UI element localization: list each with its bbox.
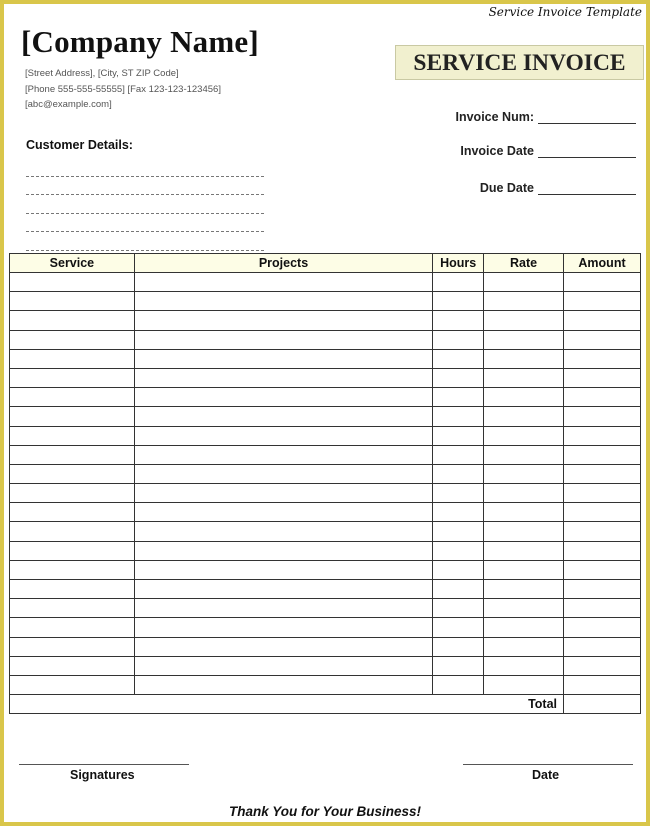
cell-hours[interactable] — [433, 311, 484, 330]
cell-projects[interactable] — [134, 503, 432, 522]
signatures-label: Signatures — [70, 768, 135, 782]
cell-service[interactable] — [10, 311, 135, 330]
table-row — [10, 464, 641, 483]
cell-service[interactable] — [10, 675, 135, 694]
cell-projects[interactable] — [134, 541, 432, 560]
column-header-projects: Projects — [134, 254, 432, 273]
invoice-date-line[interactable] — [538, 145, 636, 158]
cell-projects[interactable] — [134, 599, 432, 618]
cell-service[interactable] — [10, 599, 135, 618]
company-info — [25, 66, 221, 113]
company-address: [Street Address], [City, ST ZIP Code] — [25, 68, 179, 79]
cell-amount[interactable] — [564, 675, 641, 694]
cell-rate[interactable] — [484, 522, 564, 541]
cell-hours[interactable] — [433, 503, 484, 522]
cell-amount[interactable] — [564, 560, 641, 579]
table-row — [10, 522, 641, 541]
cell-hours[interactable] — [433, 273, 484, 292]
column-header-hours: Hours — [433, 254, 484, 273]
cell-rate[interactable] — [484, 388, 564, 407]
table-row — [10, 368, 641, 387]
cell-amount[interactable] — [564, 522, 641, 541]
cell-projects[interactable] — [134, 330, 432, 349]
customer-line[interactable] — [26, 232, 264, 251]
cell-rate[interactable] — [484, 618, 564, 637]
cell-projects[interactable] — [134, 675, 432, 694]
cell-rate[interactable] — [484, 656, 564, 675]
cell-service[interactable] — [10, 388, 135, 407]
cell-projects[interactable] — [134, 484, 432, 503]
cell-service[interactable] — [10, 637, 135, 656]
cell-service[interactable] — [10, 522, 135, 541]
cell-projects[interactable] — [134, 273, 432, 292]
customer-line[interactable] — [26, 214, 264, 233]
cell-amount[interactable] — [564, 599, 641, 618]
cell-projects[interactable] — [134, 388, 432, 407]
cell-service[interactable] — [10, 503, 135, 522]
cell-service[interactable] — [10, 541, 135, 560]
table-row — [10, 503, 641, 522]
cell-rate[interactable] — [484, 368, 564, 387]
table-row — [10, 311, 641, 330]
table-row — [10, 388, 641, 407]
cell-amount[interactable] — [564, 580, 641, 599]
cell-rate[interactable] — [484, 292, 564, 311]
cell-hours[interactable] — [433, 637, 484, 656]
cell-rate[interactable] — [484, 675, 564, 694]
cell-projects[interactable] — [134, 560, 432, 579]
cell-amount[interactable] — [564, 273, 641, 292]
cell-hours[interactable] — [433, 484, 484, 503]
cell-amount[interactable] — [564, 407, 641, 426]
cell-rate[interactable] — [484, 407, 564, 426]
cell-projects[interactable] — [134, 464, 432, 483]
cell-projects[interactable] — [134, 292, 432, 311]
cell-hours[interactable] — [433, 580, 484, 599]
cell-hours[interactable] — [433, 426, 484, 445]
table-row — [10, 273, 641, 292]
cell-hours[interactable] — [433, 388, 484, 407]
cell-service[interactable] — [10, 292, 135, 311]
cell-rate[interactable] — [484, 349, 564, 368]
cell-projects[interactable] — [134, 445, 432, 464]
cell-projects[interactable] — [134, 522, 432, 541]
cell-rate[interactable] — [484, 273, 564, 292]
cell-hours[interactable] — [433, 599, 484, 618]
cell-rate[interactable] — [484, 580, 564, 599]
cell-service[interactable] — [10, 273, 135, 292]
invoice-num-field[interactable] — [456, 110, 637, 124]
cell-rate[interactable] — [484, 541, 564, 560]
due-date-line[interactable] — [538, 182, 636, 195]
cell-amount[interactable] — [564, 292, 641, 311]
table-row — [10, 675, 641, 694]
cell-amount[interactable] — [564, 541, 641, 560]
cell-projects[interactable] — [134, 618, 432, 637]
customer-line[interactable] — [26, 177, 264, 196]
cell-service[interactable] — [10, 464, 135, 483]
cell-service[interactable] — [10, 445, 135, 464]
cell-hours[interactable] — [433, 368, 484, 387]
cell-service[interactable] — [10, 580, 135, 599]
cell-rate[interactable] — [484, 330, 564, 349]
template-title: Service Invoice Template — [488, 5, 642, 19]
cell-amount[interactable] — [564, 445, 641, 464]
total-amount-cell[interactable] — [564, 695, 641, 714]
company-contact: [Phone 555-555-55555] [Fax 123-123-123456] — [25, 83, 221, 95]
table-row — [10, 349, 641, 368]
cell-projects[interactable] — [134, 426, 432, 445]
table-row — [10, 599, 641, 618]
customer-details-label: Customer Details: — [26, 138, 133, 152]
cell-hours[interactable] — [433, 445, 484, 464]
cell-projects[interactable] — [134, 311, 432, 330]
table-row — [10, 580, 641, 599]
cell-amount[interactable] — [564, 656, 641, 675]
invoice-items-table — [9, 253, 641, 714]
table-body — [10, 273, 641, 695]
table-row — [10, 292, 641, 311]
cell-hours[interactable] — [433, 292, 484, 311]
cell-projects[interactable] — [134, 656, 432, 675]
company-name: [Company Name] — [21, 24, 259, 59]
cell-hours[interactable] — [433, 560, 484, 579]
cell-projects[interactable] — [134, 349, 432, 368]
cell-projects[interactable] — [134, 580, 432, 599]
cell-amount[interactable] — [564, 388, 641, 407]
table-row — [10, 541, 641, 560]
cell-rate[interactable] — [484, 637, 564, 656]
cell-amount[interactable] — [564, 311, 641, 330]
cell-amount[interactable] — [564, 503, 641, 522]
cell-service[interactable] — [10, 618, 135, 637]
cell-service[interactable] — [10, 426, 135, 445]
table-row — [10, 407, 641, 426]
cell-service[interactable] — [10, 484, 135, 503]
column-header-amount: Amount — [564, 254, 641, 273]
cell-amount[interactable] — [564, 464, 641, 483]
cell-rate[interactable] — [484, 445, 564, 464]
cell-rate[interactable] — [484, 464, 564, 483]
cell-amount[interactable] — [564, 484, 641, 503]
table-row — [10, 426, 641, 445]
cell-hours[interactable] — [433, 349, 484, 368]
cell-hours[interactable] — [433, 407, 484, 426]
due-date-field[interactable] — [480, 181, 636, 195]
cell-rate[interactable] — [484, 503, 564, 522]
total-spacer — [10, 695, 484, 714]
column-header-service: Service — [10, 254, 135, 273]
cell-hours[interactable] — [433, 464, 484, 483]
signature-line[interactable] — [19, 763, 189, 765]
total-row — [10, 695, 641, 714]
invoice-num-label: Invoice Num: — [455, 110, 534, 124]
total-label: Total — [484, 695, 564, 714]
customer-line[interactable] — [26, 158, 264, 177]
cell-rate[interactable] — [484, 560, 564, 579]
table-row — [10, 656, 641, 675]
cell-hours[interactable] — [433, 522, 484, 541]
cell-hours[interactable] — [433, 330, 484, 349]
invoice-banner: SERVICE INVOICE — [395, 45, 644, 80]
invoice-date-label: Invoice Date — [460, 144, 534, 158]
table-row — [10, 618, 641, 637]
cell-rate[interactable] — [484, 311, 564, 330]
cell-projects[interactable] — [134, 368, 432, 387]
customer-line[interactable] — [26, 195, 264, 214]
cell-service[interactable] — [10, 560, 135, 579]
table-row — [10, 484, 641, 503]
date-label: Date — [532, 768, 560, 782]
invoice-num-line[interactable] — [538, 111, 636, 124]
cell-amount[interactable] — [564, 637, 641, 656]
cell-rate[interactable] — [484, 484, 564, 503]
customer-details-lines[interactable] — [26, 158, 264, 251]
cell-amount[interactable] — [564, 368, 641, 387]
cell-hours[interactable] — [433, 541, 484, 560]
cell-amount[interactable] — [564, 349, 641, 368]
table-row — [10, 330, 641, 349]
table-header-row — [10, 254, 641, 273]
table-row — [10, 637, 641, 656]
cell-service[interactable] — [10, 656, 135, 675]
invoice-date-field[interactable] — [460, 144, 636, 158]
cell-rate[interactable] — [484, 599, 564, 618]
cell-hours[interactable] — [433, 675, 484, 694]
cell-service[interactable] — [10, 368, 135, 387]
column-header-rate: Rate — [484, 254, 564, 273]
cell-service[interactable] — [10, 349, 135, 368]
cell-hours[interactable] — [433, 656, 484, 675]
cell-projects[interactable] — [134, 407, 432, 426]
thank-you-message: Thank You for Your Business! — [228, 804, 422, 819]
cell-service[interactable] — [10, 330, 135, 349]
cell-hours[interactable] — [433, 618, 484, 637]
table-row — [10, 445, 641, 464]
due-date-label: Due Date — [479, 181, 534, 195]
company-email: [abc@example.com] — [25, 99, 112, 110]
cell-service[interactable] — [10, 407, 135, 426]
cell-amount[interactable] — [564, 618, 641, 637]
cell-amount[interactable] — [564, 330, 641, 349]
table-row — [10, 560, 641, 579]
cell-projects[interactable] — [134, 637, 432, 656]
cell-amount[interactable] — [564, 426, 641, 445]
date-line[interactable] — [463, 763, 633, 765]
cell-rate[interactable] — [484, 426, 564, 445]
